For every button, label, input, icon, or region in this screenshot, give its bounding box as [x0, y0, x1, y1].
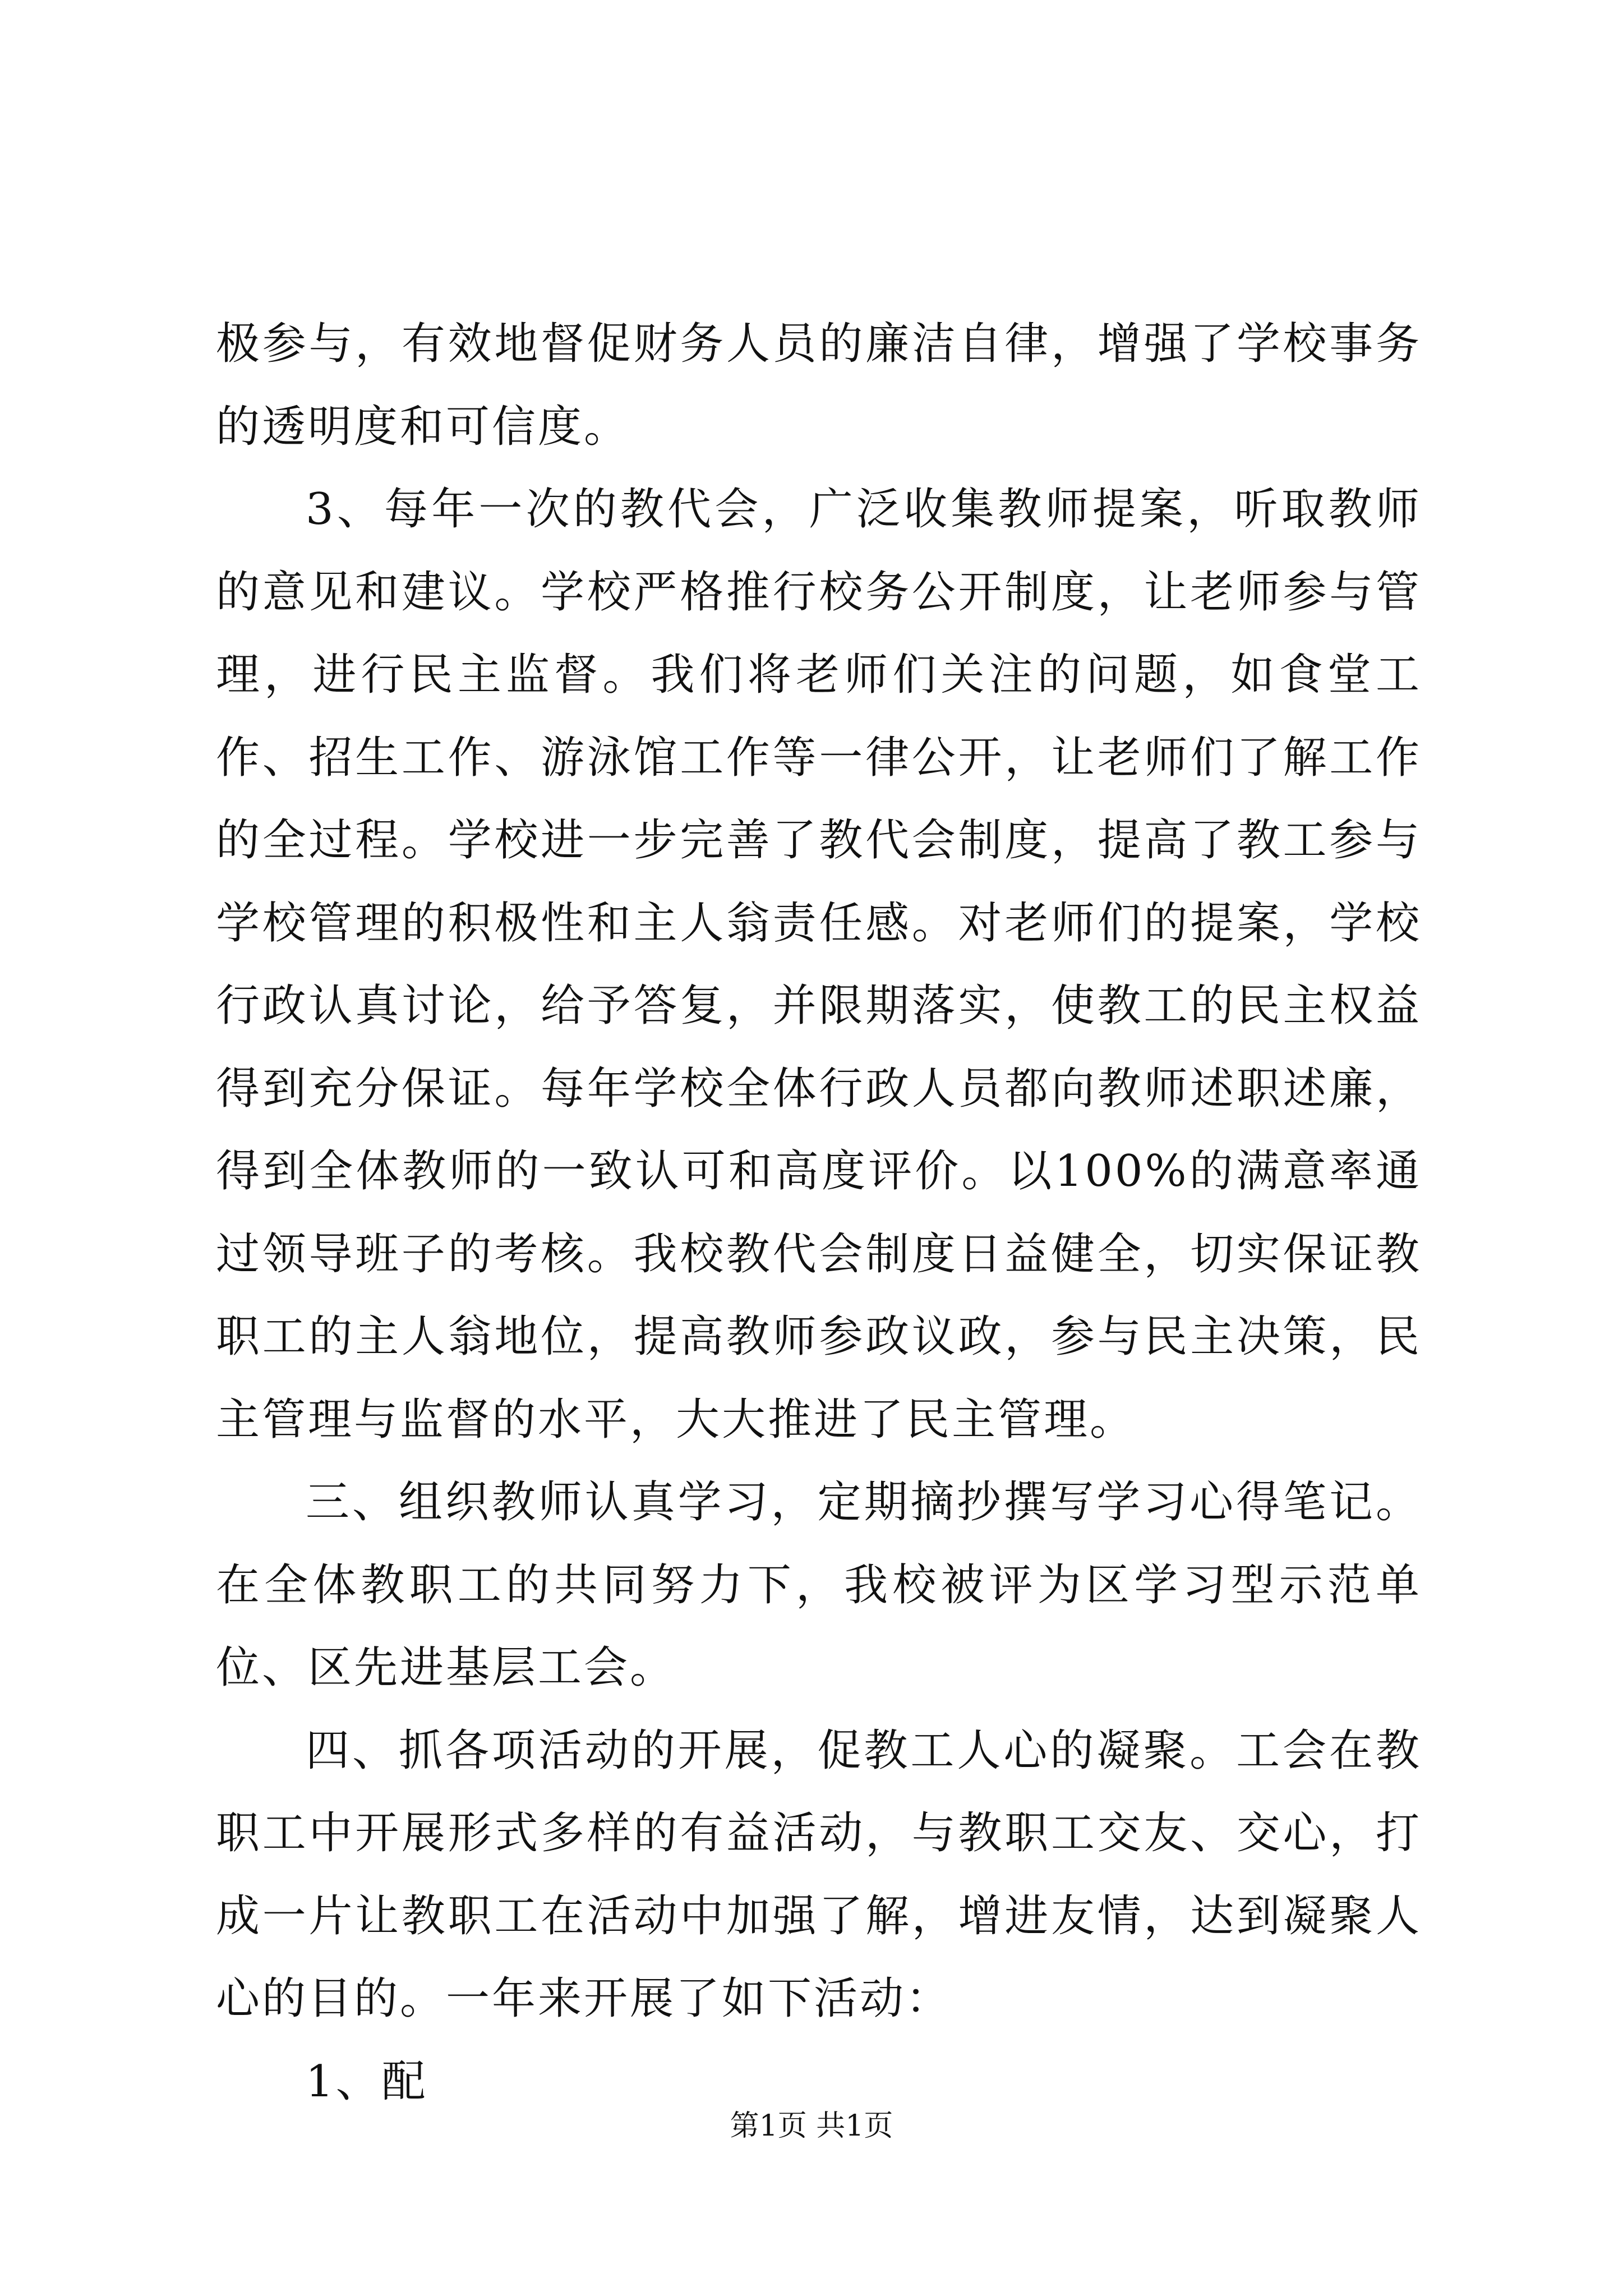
paragraph-2: 3、每年一次的教代会，广泛收集教师提案，听取教师的意见和建议。学校严格推行校务公开制度，让老师参与管理，进行民主监督。我们将老师们关注的问题，如食堂工作、招生工作、游泳馆工作等一律公开，让老师们了解工作的全过程。学校进一步完善了教代会制度，提高了教工参与学校管理的积极性和主人翁责任感。对老师们的提案，学校行政认真讨论，给予答复，并限期落实，使教工的民主权益得到充分保证。每年学校全体行政人员都向教师述职述廉，得到全体教师的一致认可和高度评价。以100%的满意率通过领导班子的考核。我校教代会制度日益健全，切实保证教职工的主人翁地位，提高教师参政议政，参与民主决策，民主管理与监督的水平，大大推进了民主管理。 [216, 484, 1422, 1445]
document-body [216, 303, 1422, 2123]
paragraph-5: 1、配 [306, 2056, 428, 2107]
paragraph-3: 三、组织教师认真学习，定期摘抄撰写学习心得笔记。在全体教职工的共同努力下，我校被评为区学习型示范单位、区先进基层工会。 [216, 1477, 1422, 1693]
paragraph-1: 极参与，有效地督促财务人员的廉洁自律，增强了学校事务的透明度和可信度。 [216, 319, 1422, 452]
paragraph-4: 四、抓各项活动的开展，促教工人心的凝聚。工会在教职工中开展形式多样的有益活动，与教职工交友、交心，打成一片让教职工在活动中加强了解，增进友情，达到凝聚人心的目的。一年来开展了如下活动： [216, 1725, 1422, 2024]
page-footer: 第1页 共1页 [730, 2109, 893, 2143]
